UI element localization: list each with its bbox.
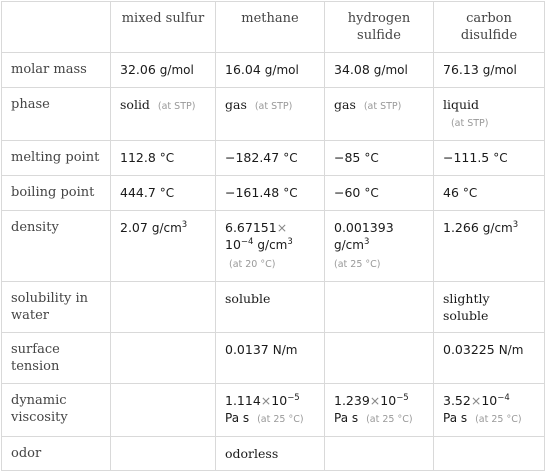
row-label: density	[2, 211, 111, 282]
row-label: solubility in water	[2, 282, 111, 333]
cell-surface-tension-methane: 0.0137 N/m	[216, 333, 325, 384]
corner-cell	[2, 2, 111, 53]
cell-viscosity-mixed-sulfur	[111, 384, 216, 437]
row-surface-tension	[2, 333, 545, 384]
cell-molar-mass-hydrogen-sulfide: 34.08 g/mol	[325, 53, 434, 88]
cell-surface-tension-carbon-disulfide: 0.03225 N/m	[434, 333, 545, 384]
cell-surface-tension-mixed-sulfur	[111, 333, 216, 384]
cell-solubility-carbon-disulfide: slightly soluble	[434, 282, 545, 333]
cell-solubility-methane: soluble	[216, 282, 325, 333]
column-header-hydrogen-sulfide: hydrogen sulfide	[325, 2, 434, 53]
row-melting-point	[2, 141, 545, 176]
row-label: odor	[2, 437, 111, 471]
cell-density-hydrogen-sulfide: 0.001393 $g/cm^3$ (at 25 °C)	[325, 211, 434, 282]
cell-boiling-point-hydrogen-sulfide: −60 °C	[325, 176, 434, 211]
cell-solubility-hydrogen-sulfide	[325, 282, 434, 333]
cell-viscosity-hydrogen-sulfide: $1.239\times 10^{-5}$ Pa s (at 25 °C)	[325, 384, 434, 437]
row-solubility	[2, 282, 545, 333]
column-header-methane: methane	[216, 2, 325, 53]
cell-odor-carbon-disulfide	[434, 437, 545, 471]
cell-phase-carbon-disulfide: liquid (at STP)	[434, 88, 545, 141]
properties-table	[1, 1, 545, 471]
cell-molar-mass-methane: 16.04 g/mol	[216, 53, 325, 88]
cell-phase-hydrogen-sulfide: gas (at STP)	[325, 88, 434, 141]
cell-odor-mixed-sulfur	[111, 437, 216, 471]
header-row	[2, 2, 545, 53]
cell-solubility-mixed-sulfur	[111, 282, 216, 333]
cell-melting-point-hydrogen-sulfide: −85 °C	[325, 141, 434, 176]
cell-viscosity-carbon-disulfide: $3.52\times 10^{-4}$ Pa s (at 25 °C)	[434, 384, 545, 437]
row-label: phase	[2, 88, 111, 141]
cell-surface-tension-hydrogen-sulfide	[325, 333, 434, 384]
row-label: molar mass	[2, 53, 111, 88]
cell-density-methane: 6.67151× $10^{-4}$ $g/cm^3$ (at 20 °C)	[216, 211, 325, 282]
cell-density-carbon-disulfide: 1.266 $g/cm^3$	[434, 211, 545, 282]
cell-odor-hydrogen-sulfide	[325, 437, 434, 471]
cell-melting-point-carbon-disulfide: −111.5 °C	[434, 141, 545, 176]
column-header-carbon-disulfide: carbon disulfide	[434, 2, 545, 53]
column-header-mixed-sulfur: mixed sulfur	[111, 2, 216, 53]
cell-melting-point-methane: −182.47 °C	[216, 141, 325, 176]
row-density	[2, 211, 545, 282]
cell-phase-mixed-sulfur: solid (at STP)	[111, 88, 216, 141]
cell-boiling-point-methane: −161.48 °C	[216, 176, 325, 211]
row-phase	[2, 88, 545, 141]
cell-odor-methane: odorless	[216, 437, 325, 471]
cell-molar-mass-carbon-disulfide: 76.13 g/mol	[434, 53, 545, 88]
cell-boiling-point-carbon-disulfide: 46 °C	[434, 176, 545, 211]
cell-molar-mass-mixed-sulfur: 32.06 g/mol	[111, 53, 216, 88]
row-label: melting point	[2, 141, 111, 176]
row-viscosity	[2, 384, 545, 437]
row-boiling-point	[2, 176, 545, 211]
row-label: surface tension	[2, 333, 111, 384]
cell-boiling-point-mixed-sulfur: 444.7 °C	[111, 176, 216, 211]
cell-density-mixed-sulfur: 2.07 $g/cm^3$	[111, 211, 216, 282]
row-odor	[2, 437, 545, 471]
cell-phase-methane: gas (at STP)	[216, 88, 325, 141]
cell-melting-point-mixed-sulfur: 112.8 °C	[111, 141, 216, 176]
row-label: dynamic viscosity	[2, 384, 111, 437]
row-label: boiling point	[2, 176, 111, 211]
cell-viscosity-methane: $1.114\times 10^{-5}$ Pa s (at 25 °C)	[216, 384, 325, 437]
row-molar-mass	[2, 53, 545, 88]
